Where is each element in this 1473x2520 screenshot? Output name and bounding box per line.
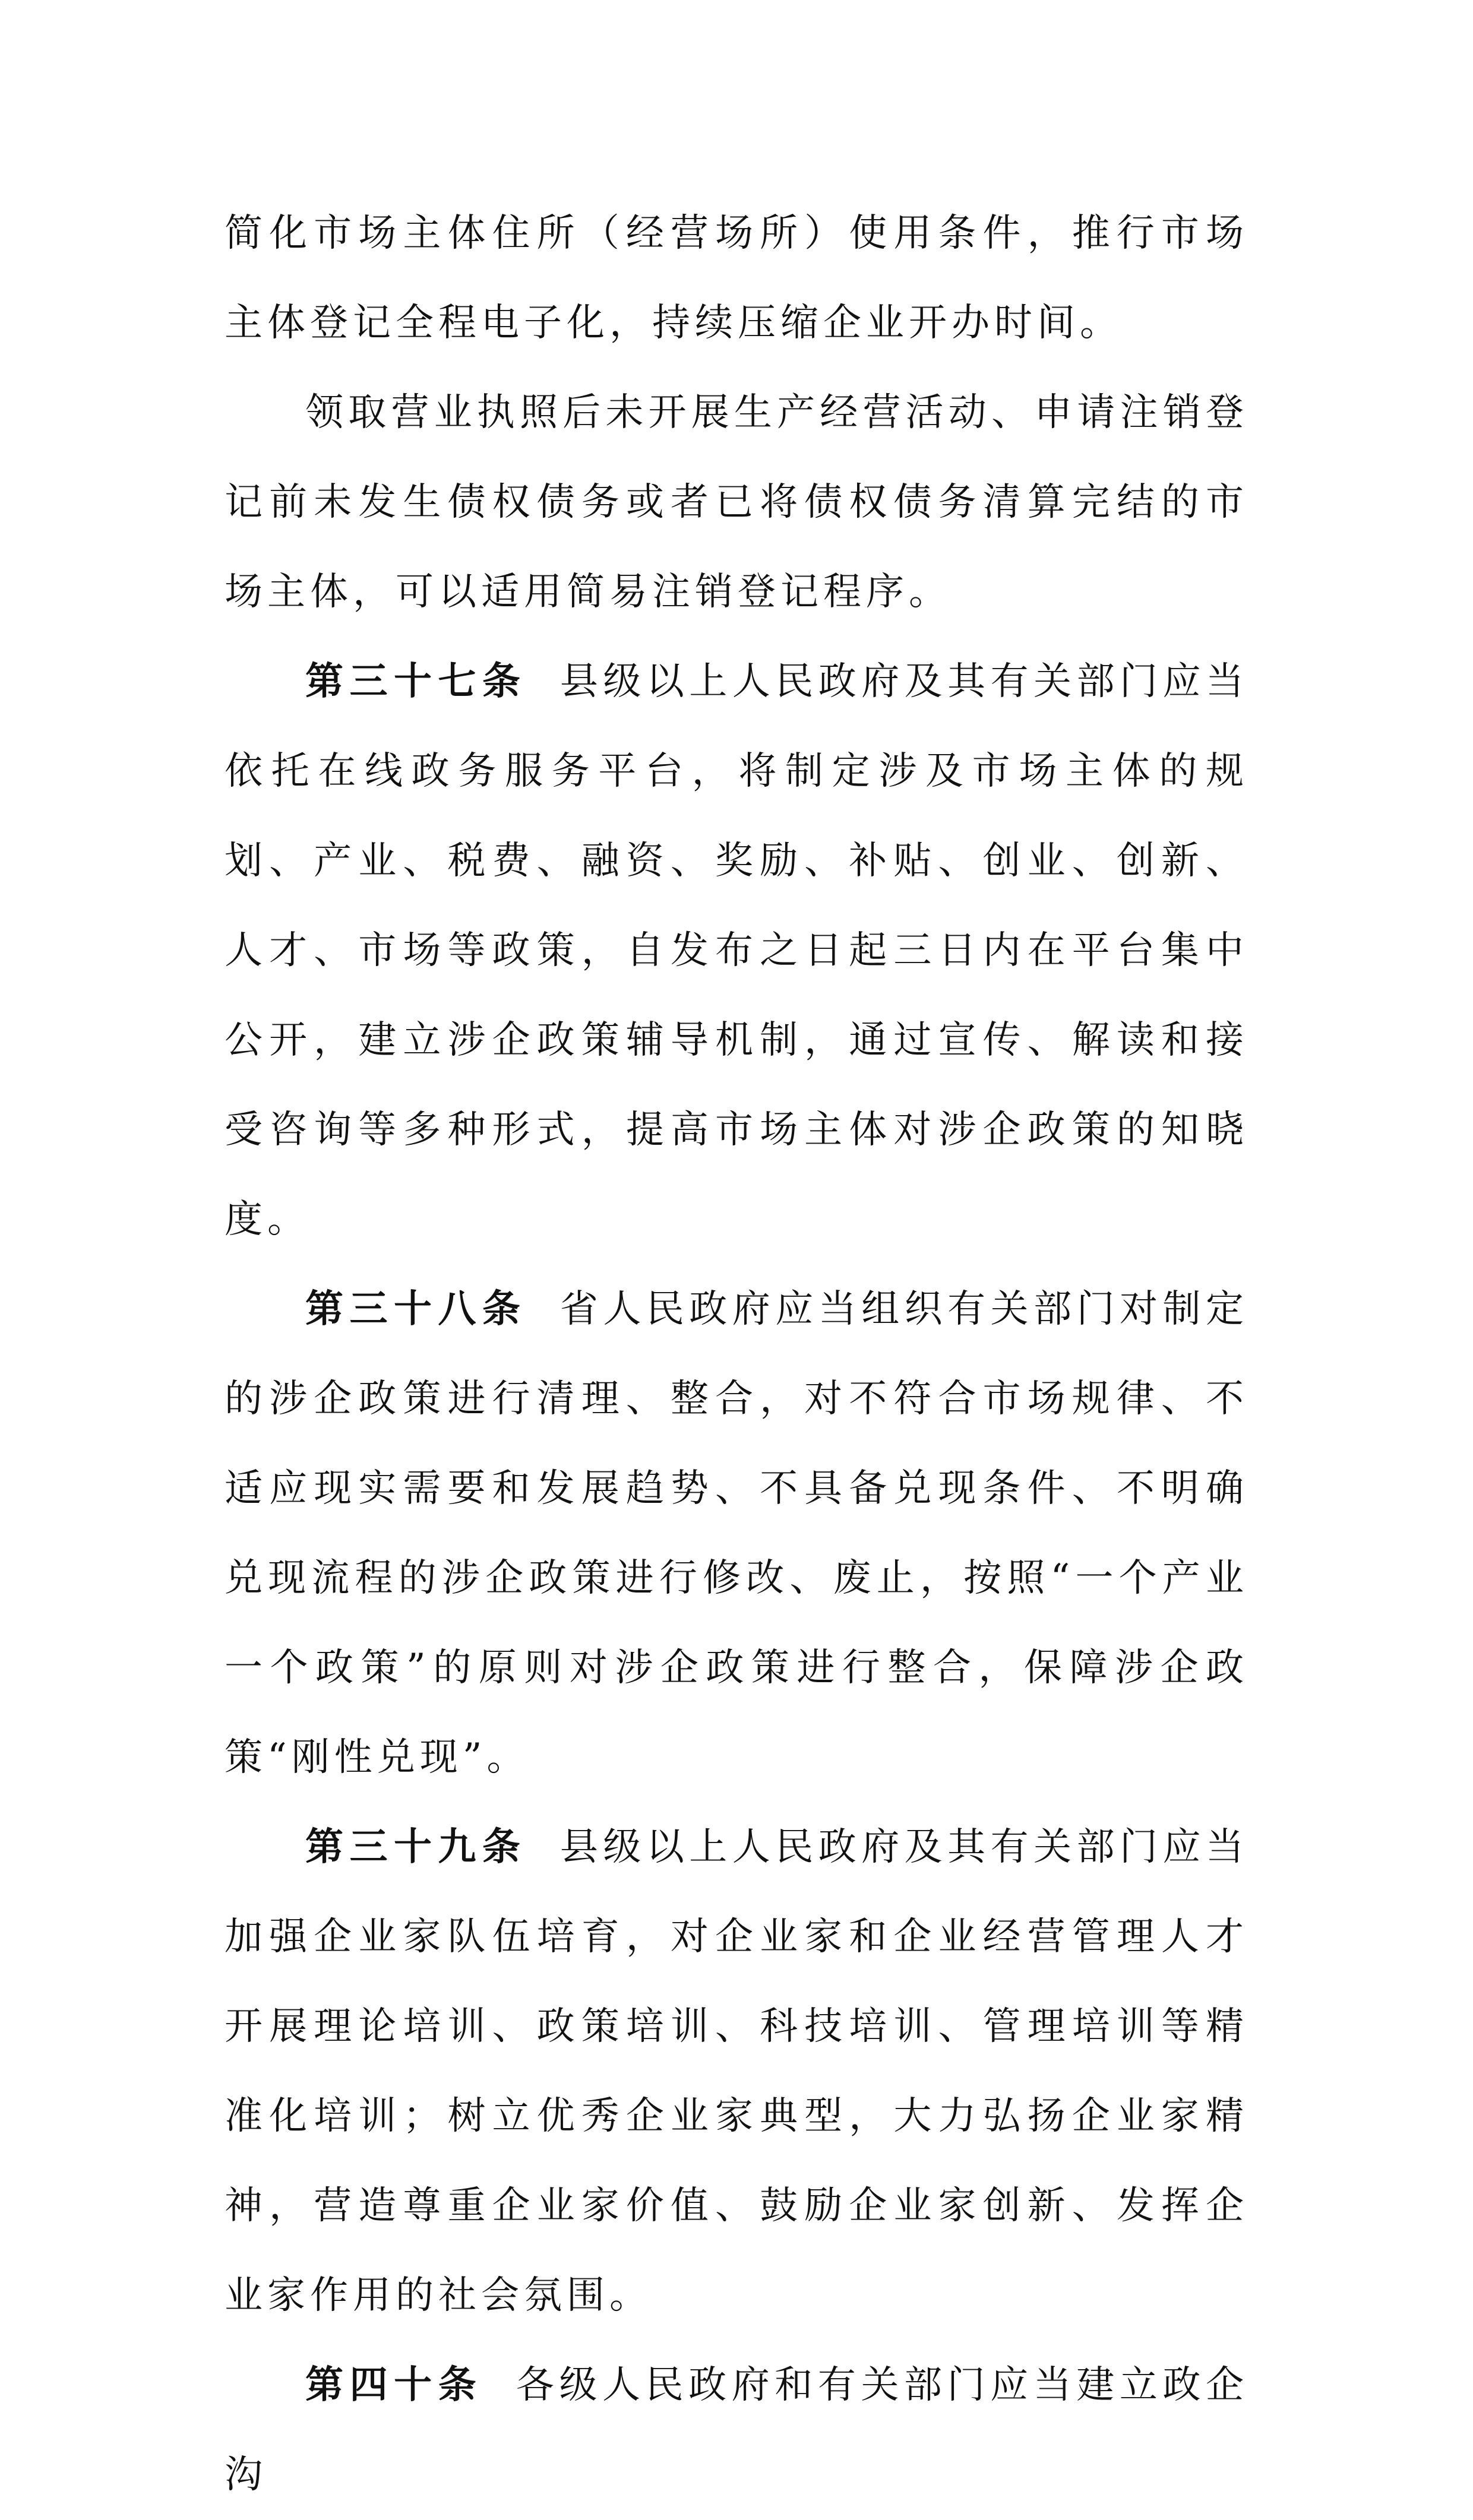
article-37 — [225, 637, 1248, 1265]
paragraph-text: 简化市场主体住所（经营场所）使用条件，推行市场主体登记全程电子化，持续压缩企业开办时间。 — [225, 211, 1248, 345]
paragraph-registration-conditions — [225, 189, 1248, 368]
article-number: 第三十九条 — [305, 1825, 527, 1869]
article-text: 省人民政府应当组织有关部门对制定的涉企政策进行清理、整合，对不符合市场规律、不适应现实需要和发展趋势、不具备兑现条件、不明确兑现流程的涉企政策进行修改、废止，按照“一个产业一个政策”的原则对涉企政策进行整合，保障涉企政策“刚性兑现”。 — [225, 1287, 1249, 1780]
article-39 — [225, 1803, 1248, 2341]
article-number: 第四十条 — [305, 2363, 483, 2407]
article-text: 县级以上人民政府及其有关部门应当加强企业家队伍培育，对企业家和企业经营管理人才开展理论培训、政策培训、科技培训、管理培训等精准化培训；树立优秀企业家典型，大力弘扬企业家精神，营造尊重企业家价值、鼓励企业家创新、发挥企业家作用的社会氛围。 — [225, 1825, 1249, 2318]
document-body — [225, 189, 1248, 2520]
paragraph-simplified-deregistration — [225, 368, 1248, 637]
article-38 — [225, 1265, 1248, 1803]
article-text: 县级以上人民政府及其有关部门应当依托在线政务服务平台，将制定涉及市场主体的规划、产业、税费、融资、奖励、补贴、创业、创新、人才、市场等政策，自发布之日起三日内在平台集中公开，建立涉企政策辅导机制，通过宣传、解读和接受咨询等多种形式，提高市场主体对涉企政策的知晓度。 — [225, 660, 1249, 1242]
paragraph-text: 领取营业执照后未开展生产经营活动、申请注销登记前未发生债权债务或者已将债权债务清算完结的市场主体，可以适用简易注销登记程序。 — [225, 391, 1248, 614]
article-number: 第三十八条 — [305, 1287, 527, 1331]
article-40 — [225, 2341, 1248, 2520]
article-text: 各级人民政府和有关部门应当建立政企沟 — [225, 2363, 1249, 2497]
article-number: 第三十七条 — [305, 660, 527, 704]
